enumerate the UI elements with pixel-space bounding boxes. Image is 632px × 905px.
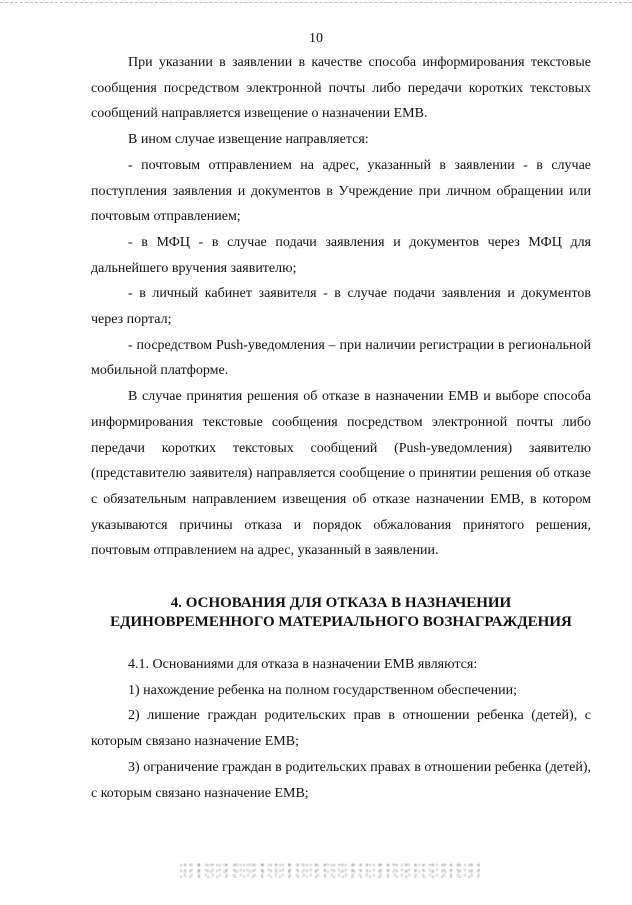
- scan-edge-line: [0, 2, 632, 3]
- page-number: 10: [309, 31, 323, 46]
- section-heading-line2: ЕДИНОВРЕМЕННОГО МАТЕРИАЛЬНОГО ВОЗНАГРАЖДЕНИЯ: [110, 614, 572, 631]
- paragraph-notification-method: При указании в заявлении в качестве способа информирования текстовые сообщения посредством электронной почты либо передачи коротких текстовых сообщений направляется извещение о назначении ЕМВ.: [91, 55, 591, 122]
- list-item-postal: - почтовым отправлением на адрес, указанный в заявлении - в случае поступления заявления и документов в Учреждение при личном обращении или почтовым отправлением;: [91, 157, 591, 225]
- document-body: [91, 50, 591, 806]
- section-heading: [91, 594, 591, 632]
- section-item-intro: 4.1. Основаниями для отказа в назначении ЕМВ являются:: [128, 657, 478, 673]
- section-item-3: 3) ограничение граждан в родительских правах в отношении ребенка (детей), с которым связано назначение ЕМВ;: [91, 759, 591, 801]
- section-item-2: 2) лишение граждан родительских прав в отношении ребенка (детей), с которым связано назначение ЕМВ;: [91, 708, 591, 750]
- section-item-1: 1) нахождение ребенка на полном государственном обеспечении;: [128, 682, 518, 698]
- list-item-personal-account: - в личный кабинет заявителя - в случае подачи заявления и документов через портал;: [91, 286, 591, 328]
- scan-noise: [180, 862, 480, 878]
- section-heading-line1: 4. ОСНОВАНИЯ ДЛЯ ОТКАЗА В НАЗНАЧЕНИИ: [170, 595, 512, 612]
- list-item-push: - посредством Push-уведомления – при наличии регистрации в региональной мобильной платформе.: [91, 337, 591, 379]
- list-item-mfc: - в МФЦ - в случае подачи заявления и документов через МФЦ для дальнейшего вручения заявителю;: [91, 234, 591, 276]
- paragraph-otherwise: В ином случае извещение направляется:: [128, 132, 369, 148]
- paragraph-refusal-notice: В случае принятия решения об отказе в назначении ЕМВ и выборе способа информирования текстовые сообщения посредством электронной почты либо передачи коротких текстовых сообщений (Push-уведомления) заявителю (представителю заявителя) направляется сообщение о принятии решения об отказе с обязательным направлением извещения об отказе назначении ЕМВ, в котором указываются причины отказа и порядок обжалования принятого решения, почтовым отправлением на адрес, указанный в заявлении.: [91, 389, 591, 559]
